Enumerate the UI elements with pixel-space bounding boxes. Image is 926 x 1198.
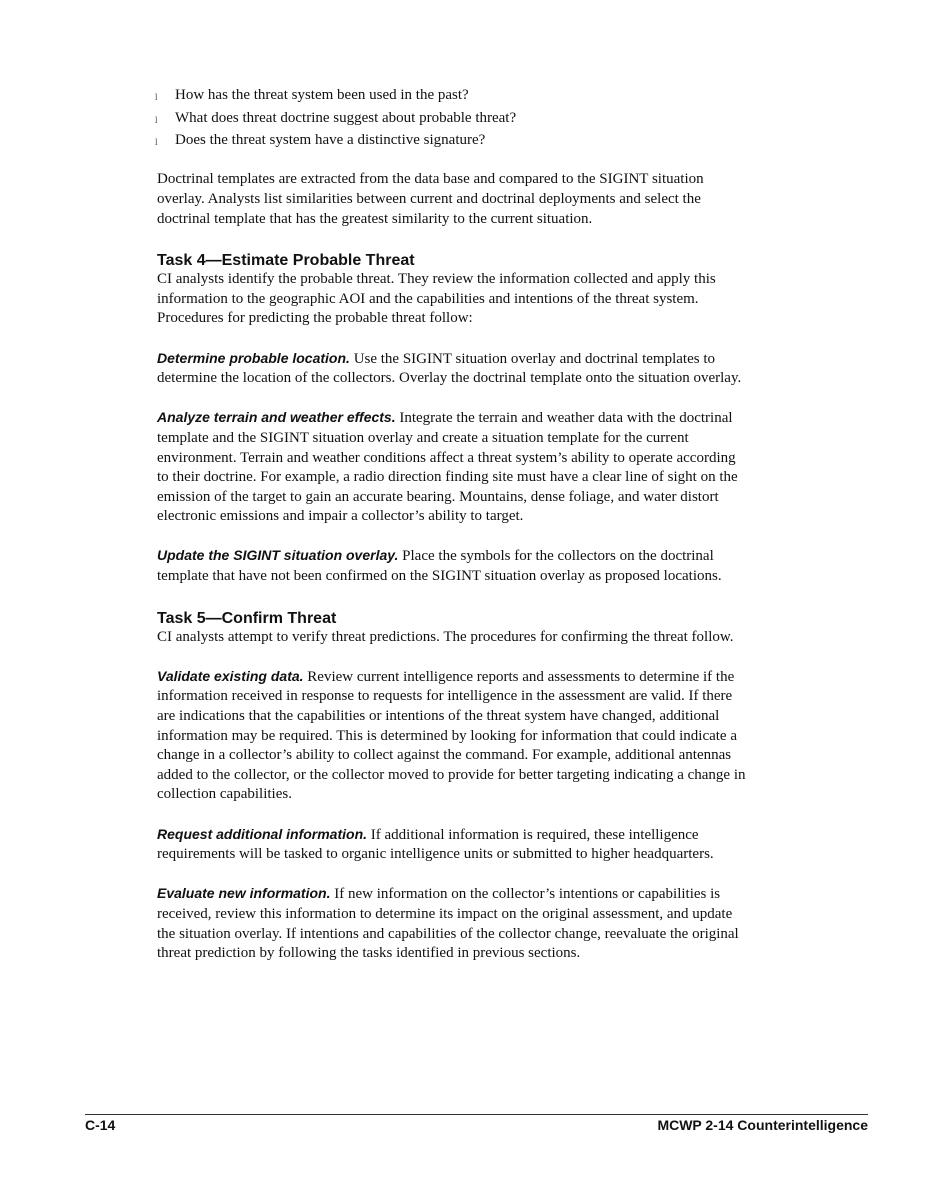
procedure-paragraph xyxy=(157,825,747,865)
procedure-lead: Evaluate new information. xyxy=(157,885,331,902)
procedure-lead: Analyze terrain and weather effects. xyxy=(157,409,396,426)
spacer xyxy=(157,329,747,349)
spacer xyxy=(157,805,747,825)
section-heading: Task 5—Confirm Threat xyxy=(157,609,337,627)
intro-paragraph: Doctrinal templates are extracted from the data base and compared to the SIGINT situation overlay. Analysts list similarities between current and doctrinal deployments and select the doctrinal template that has the greatest similarity to the current situation. xyxy=(157,171,704,227)
procedure-paragraph xyxy=(157,667,747,805)
procedure-paragraph xyxy=(157,349,747,389)
list-item xyxy=(157,109,747,129)
section-heading: Task 4—Estimate Probable Threat xyxy=(157,252,415,270)
procedure-text: Integrate the terrain and weather data with the doctrinal template and the SIGINT situation overlay and create a situation template for the current environment. Terrain and weather conditions affect a threat system’s ability to operate according to their doctrine. For example, a radio direction finding site must have a clear line of sight on the emission of the target to gain an accurate bearing. Mountains, dense foliage, and water distort electronic emissions and impair a collector’s ability to target. xyxy=(157,410,738,525)
procedure-text: Review current intelligence reports and assessments to determine if the information received in response to requests for intelligence in the assessment are valid. If there are indications that the capabilities or intentions of the threat system have changed, additional information may be required. This is determined by looking for information that could indicate a change in a collector’s ability to collect against the command. For example, additional antennas added to the collector, or the collector moved to provide for better targeting indicating a change in collection capabilities. xyxy=(157,668,746,803)
procedure-text: If new information on the collector’s intentions or capabilities is received, review this information to determine its impact on the original assessment, and update the situation overlay. If intentions and capabilities of the collector change, reevaluate the original threat prediction by following the tasks identified in previous sections. xyxy=(157,886,739,962)
bullet-marker: l xyxy=(155,92,158,102)
procedure-text: Use the SIGINT situation overlay and doctrinal templates to determine the location of the collectors. Overlay the doctrinal template onto the situation overlay. xyxy=(157,350,742,387)
publication-title: MCWP 2-14 Counterintelligence xyxy=(657,1117,868,1133)
procedure-text: Place the symbols for the collectors on the doctrinal template that have not been confirmed on the SIGINT situation overlay as proposed locations. xyxy=(157,548,722,585)
page-number: C-14 xyxy=(85,1117,116,1133)
spacer xyxy=(157,865,747,885)
spacer xyxy=(157,389,747,409)
bullet-text: How has the threat system been used in the past? xyxy=(175,87,469,103)
section-body: CI analysts identify the probable threat. They review the information collected and apply this information to the geographic AOI and the capabilities and intentions of the threat system. Procedures for predicting the probable threat follow: xyxy=(157,271,716,327)
procedure-lead: Update the SIGINT situation overlay. xyxy=(157,547,399,564)
spacer xyxy=(157,151,747,171)
procedure-text: If additional information is required, these intelligence requirements will be tasked to organic intelligence units or submitted to higher headquarters. xyxy=(157,826,714,863)
bullet-list xyxy=(157,86,747,151)
page-content xyxy=(157,86,747,964)
bullet-text: Does the threat system have a distinctive signature? xyxy=(175,132,486,149)
footer-divider xyxy=(85,1114,868,1115)
procedure-paragraph xyxy=(157,884,747,963)
procedure-lead: Validate existing data. xyxy=(157,667,304,684)
procedure-paragraph xyxy=(157,546,747,586)
bullet-marker: l xyxy=(155,137,158,148)
spacer xyxy=(157,527,747,547)
bullet-text: What does threat doctrine suggest about probable threat? xyxy=(175,109,517,126)
procedure-lead: Determine probable location. xyxy=(157,349,350,366)
section-body: CI analysts attempt to verify threat predictions. The procedures for confirming the threat follow. xyxy=(157,628,734,645)
procedure-paragraph xyxy=(157,408,747,527)
spacer xyxy=(157,587,747,609)
bullet-marker: l xyxy=(155,114,158,125)
procedure-lead: Request additional information. xyxy=(157,825,368,842)
list-item xyxy=(157,131,747,151)
list-item xyxy=(157,86,747,106)
spacer xyxy=(157,647,747,667)
spacer xyxy=(157,229,747,251)
